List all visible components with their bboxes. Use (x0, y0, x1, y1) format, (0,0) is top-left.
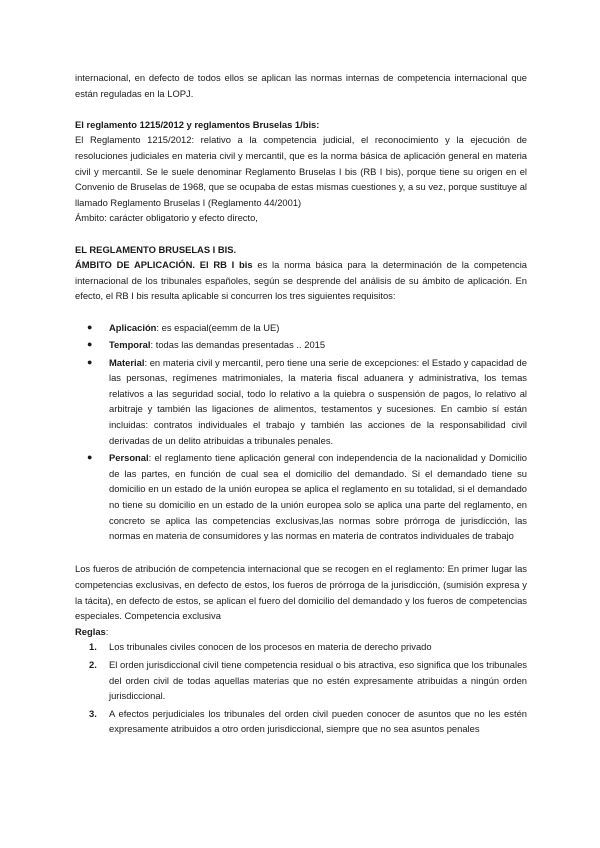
bullet-icon: ● (87, 452, 93, 463)
spacer (75, 546, 527, 562)
list-item (87, 337, 527, 353)
rule-number: 1. (89, 641, 97, 653)
rules-list (75, 639, 527, 737)
spacer (75, 226, 527, 242)
rule-text: A efectos perjudiciales los tribunales del orden civil pueden conocer de asuntos que no les estén expresamente atribuidos a otro orden jurisdiccional, siempre que no sea asuntos penales (109, 707, 527, 735)
section2-lead-rest: es la norma básica para la determinación de la competencia internacional de los tribunales españoles, según se desprende del análisis de su ámbito de aplicación. En efecto, el RB I bis resulta aplicable si concurren los tres siguientes requisitos: (75, 259, 527, 302)
bullet-term: Material (109, 356, 145, 368)
rules-colon: : (105, 625, 109, 637)
bullet-text: : el reglamento tiene aplicación general con independencia de la nacionalidad y Domicilio de las partes, en función de cual sea el domicilio del demandado. Si el demandado tiene su domicilio en un estado de la unión europea se aplica el reglamento en su totalidad, si el demandado no tiene su domicilio en un estado de la unión europea solo se aplica una parte del reglamento, en concreto se aplica las competencias exclusivas,las normas sobre prórroga de jurisdicción, las normas en materia de consumidores y las normas en materia de contratos individuales de trabajo (109, 452, 527, 542)
section1-body: El Reglamento 1215/2012: relativo a la competencia judicial, el reconocimiento y la ejecución de resoluciones judiciales en materia civil y mercantil, que es la norma básica de aplicación general en materia civil y mercantil. Se le suele denominar Reglamento Bruselas I bis (RB I bis), porque tiene su origen en el Convenio de Bruselas de 1968, que se ocupaba de estas mismas cuestiones y, a su vez, porque sustituye al llamado Reglamento Bruselas I (Reglamento 44/2001) (75, 134, 527, 208)
list-item (89, 639, 527, 655)
bullet-term: Temporal (109, 339, 151, 351)
list-item (87, 450, 527, 544)
bullet-text: : es espacial(eemm de la UE) (156, 321, 280, 333)
section3-body: Los fueros de atribución de competencia internacional que se recogen en el reglamento: En primer lugar las competencias exclusivas, en defecto de estos, los fueros de prórroga de la jurisdicción, (sumisión expresa y la tácita), en defecto de estos, se aplican el fuero del domicilio del demandado y los fueros de competencias especiales. Competencia exclusiva (75, 563, 527, 622)
rule-text: El orden jurisdiccional civil tiene competencia residual o bis atractiva, eso significa que los tribunales del orden civil de todas aquellas materias que no estén expresamente atribuidas a ningún orden jurisdiccional. (109, 658, 527, 702)
section1-heading: El reglamento 1215/2012 y reglamentos Bruselas 1/bis: (75, 118, 320, 130)
rule-number: 3. (89, 707, 97, 719)
spacer (75, 101, 527, 117)
bullet-icon: ● (87, 356, 93, 367)
list-item (89, 657, 527, 704)
list-item (87, 355, 527, 449)
bullet-term: Aplicación (109, 321, 157, 333)
section2-lead (75, 257, 527, 304)
rules-heading-line (75, 624, 527, 640)
rules-heading: Reglas (75, 625, 106, 637)
requirements-list (75, 320, 527, 544)
bullet-term: Personal (109, 452, 149, 464)
section2-lead-bold: ÁMBITO DE APLICACIÓN. El RB I bis (75, 259, 253, 271)
spacer (75, 304, 527, 320)
list-item (87, 320, 527, 336)
intro-paragraph: internacional, en defecto de todos ellos se aplican las normas internas de competencia internacional que están reguladas en la LOPJ. (75, 72, 527, 99)
section1-ambito: Ámbito: carácter obligatorio y efecto directo, (75, 212, 258, 224)
bullet-icon: ● (87, 321, 93, 332)
rule-text: Los tribunales civiles conocen de los procesos en materia de derecho privado (109, 641, 432, 653)
document-body (75, 70, 527, 739)
bullet-text: : en materia civil y mercantil, pero tiene una serie de excepciones: el Estado y capacidad de las personas, regímenes matrimoniales, la materia fiscal aduanera y administrativa, los temas relativos a las seguridad social, todo lo relativo a la quiebra o suspensión de pagos, lo relativo al arbitraje y también las ligaciones de alimentos, testamentos y sucesiones. En cambio sí están incluidas: contratos individuales el trabajo y también las acciones de la responsabilidad civil derivadas de un delito atribuidas a tribunales penales. (109, 356, 527, 446)
list-item (89, 706, 527, 737)
section2-heading: EL REGLAMENTO BRUSELAS I BIS. (75, 243, 237, 255)
bullet-text: : todas las demandas presentadas .. 2015 (150, 339, 326, 351)
rule-number: 2. (89, 658, 97, 670)
bullet-icon: ● (87, 339, 93, 350)
